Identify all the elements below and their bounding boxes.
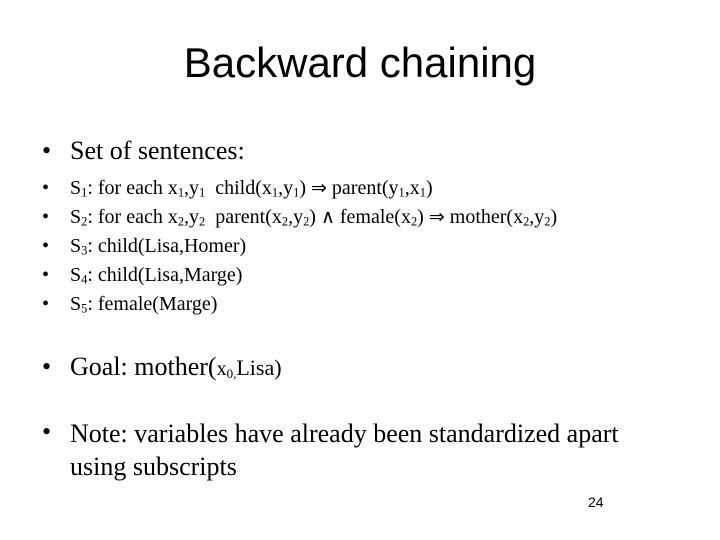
bullet-icon: •	[42, 352, 52, 381]
note-text: Note: variables have already been standardized apart using subscripts	[70, 419, 619, 481]
goal-text: Goal: $mother(x_{0,}Lisa)$	[70, 352, 282, 381]
sentence-text: $S_3$: child(Lisa,Homer)	[70, 235, 247, 258]
bullet-icon: •	[42, 293, 50, 315]
sentence-text: $S_5$: female(Marge)	[70, 293, 218, 316]
bullet-icon: •	[42, 136, 52, 165]
set-of-sentences-heading: Set of sentences:	[70, 136, 245, 165]
and-icon: ∧	[320, 206, 335, 228]
page-number: 24	[588, 494, 604, 510]
bullet-icon: •	[42, 417, 52, 446]
bullet-icon: •	[42, 264, 50, 286]
bullet-icon: •	[42, 235, 50, 257]
sentence-text: $S_2$: for each $x_2,y_2$ $parent(x_2,y_2)$ ∧ $female(x_2)$ ⇒ $mother(x_2,y_2)$	[70, 206, 558, 229]
implies-icon: ⇒	[310, 177, 327, 199]
bullet-icon: •	[42, 206, 50, 228]
sentence-text: $S_4$: child(Lisa,Marge)	[70, 264, 243, 287]
sentence-text: $S_1$: for each $x_1,y_1$ $child(x_1,y_1)$ ⇒ $parent(y_1,x_1)$	[70, 177, 433, 200]
slide-title: Backward chaining	[183, 39, 537, 86]
bullet-icon: •	[42, 177, 50, 199]
implies-icon: ⇒	[428, 206, 445, 228]
